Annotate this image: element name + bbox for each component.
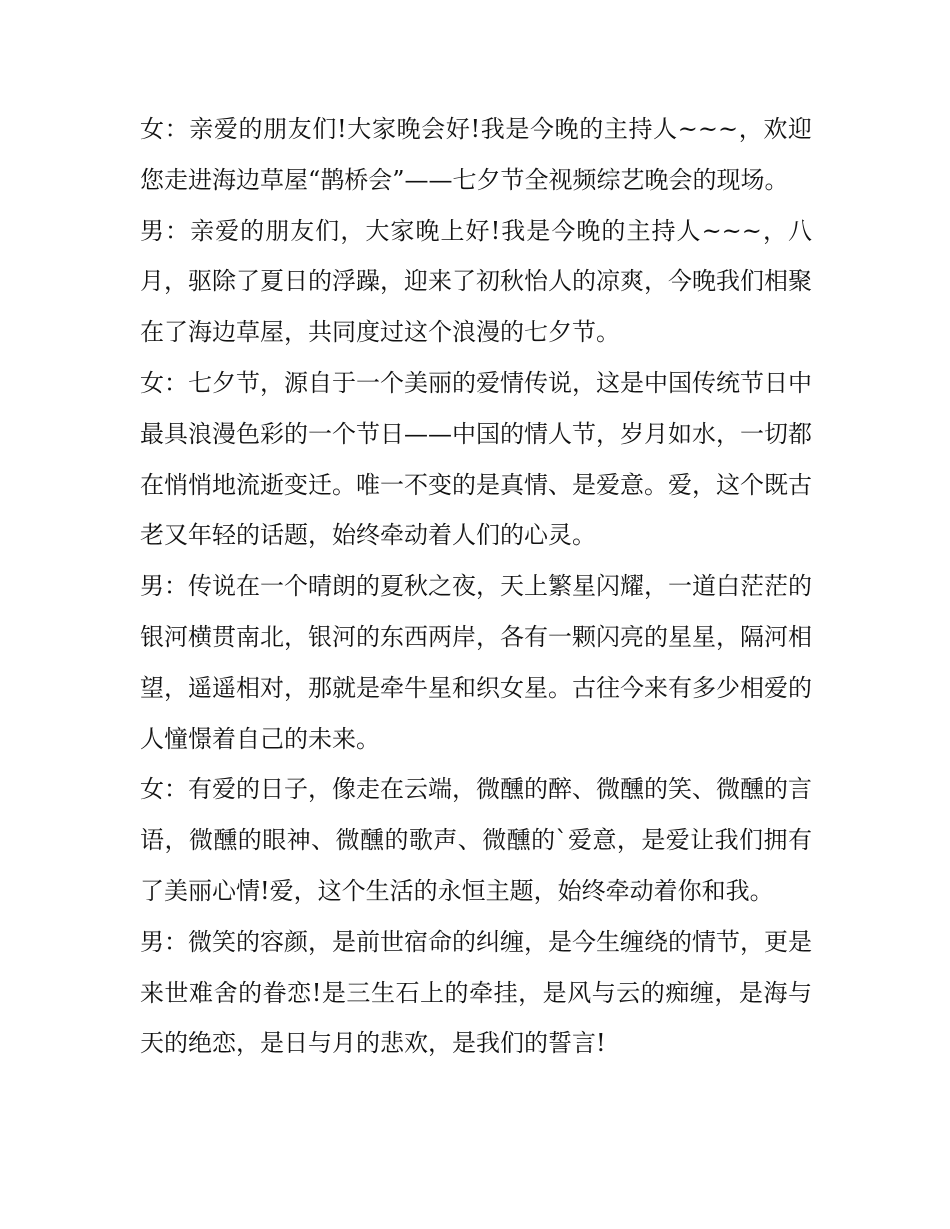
paragraph-female-host-1: 女：亲爱的朋友们!大家晚会好!我是今晚的主持人~~~，欢迎您走进海边草屋“鹊桥会”——七夕节全视频综艺晚会的现场。 [140,115,812,194]
paragraph-male-host-3: 男：微笑的容颜，是前世宿命的纠缠，是今生缠绕的情节，更是来世难舍的眷恋!是三生石上的牵挂，是风与云的痴缠，是海与天的绝恋，是日与月的悲欢，是我们的誓言! [140,927,812,1058]
paragraph-female-host-2: 女：七夕节，源自于一个美丽的爱情传说，这是中国传统节日中最具浪漫色彩的一个节日——中国的情人节，岁月如水，一切都在悄悄地流逝变迁。唯一不变的是真情、是爱意。爱，这个既古老又年轻的话题，始终牵动着人们的心灵。 [140,368,812,550]
paragraph-male-host-1: 男：亲爱的朋友们，大家晚上好!我是今晚的主持人~~~，八月，驱除了夏日的浮躁，迎来了初秋怡人的凉爽，今晚我们相聚在了海边草屋，共同度过这个浪漫的七夕节。 [140,216,812,347]
paragraph-male-host-2: 男：传说在一个晴朗的夏秋之夜，天上繁星闪耀，一道白茫茫的银河横贯南北，银河的东西两岸，各有一颗闪亮的星星，隔河相望，遥遥相对，那就是牵牛星和织女星。古往今来有多少相爱的人憧憬着自己的未来。 [140,572,812,753]
paragraph-female-host-3: 女：有爱的日子，像走在云端，微醺的醉、微醺的笑、微醺的言语，微醺的眼神、微醺的歌声、微醺的`爱意，是爱让我们拥有了美丽心情!爱，这个生活的永恒主题，始终牵动着你和我。 [140,775,812,905]
document-body [140,104,812,1069]
